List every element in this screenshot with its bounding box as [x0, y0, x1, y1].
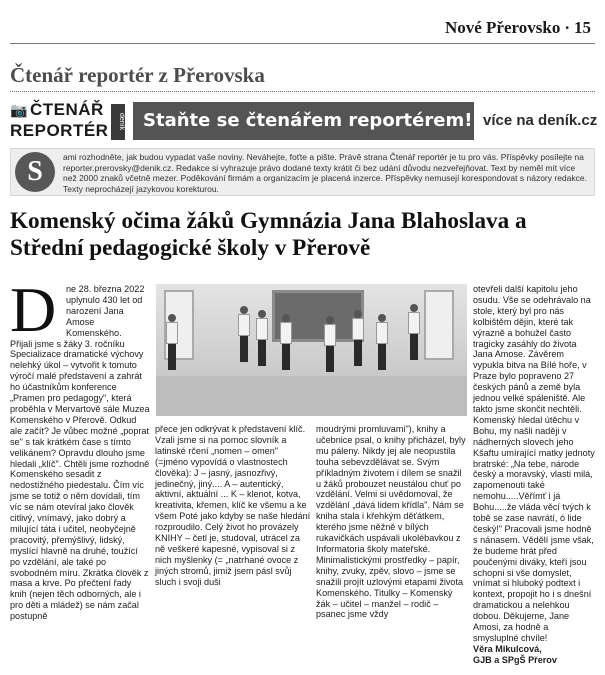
article-column-1: [10, 274, 150, 622]
intro-box: [10, 148, 595, 196]
intro-text: ami rozhodněte, jak budou vypadat vaše noviny. Neváhejte, foťte a pište. Právě strana Čtenář reportér je tu pro vás. Příspěvky posílejte na reporter.prerovsky@denik.cz. Redakce si vyhrazuje právo dodané texty krátit či bez udání důvodu nezveřejňovat. Text by neměl mít více než 2000 znaků včetně mezer. Poděkování firmám a organizacím je placená inzerce. Příspěvky nemusejí korespondovat s názory redakce. Texty neprocházejí jazykovou korekturou.: [63, 152, 587, 195]
photo-performer: [324, 316, 336, 374]
article-lead: ne 28. března 2022 uplynulo 430 let od narození Jana Amose Komenského.: [66, 284, 145, 338]
page-number: 15: [574, 18, 591, 37]
article-column-2: [155, 424, 311, 588]
photo-performer: [280, 314, 292, 372]
section-title: Čtenář reportér z Přerovska: [10, 63, 265, 87]
banner-more-link: více na deník.cz: [483, 112, 598, 129]
section-rule: [10, 91, 595, 92]
photo-performer: [256, 310, 268, 368]
banner-call-to-action: Staňte se čtenářem reportérem!: [133, 102, 474, 140]
article-text-1: Přijali jsme s žáky 3. ročníku Specializace dramatické výchovy nelehký úkol – vytvořit k tomuto výročí malé představení a zahrát ho účastníkům konference „Pramen pro pedagogy", která proběhla v Mervartově sále Muzea Komenského v Přerově. Odkud ale začít? Je vůbec možné „poprat se" s tak krátkém čase s tímto velikánem? Opravdu dlouho jsme hledali „klíč". Chtěli jsme rozhodně Komenského sesadit z nedostižného piedestalu. Čím víc jsme se totiž o něm dovídali, tím víc se nám otevíral jako člověk citlivý, vnímavý, jako dobrý a milující táta i učitel, neobyčejně pracovitý, přemýšlivý, lidský, myslící hlavně na druhé, toužící po vzdělání, ale také po svobodném míru. Zkrátka člověk z masa a krve. Po přečtení řady knih (nejen těch odborných, ale i pro děti a mládež) se nám začal postupně: [10, 338, 150, 622]
publication-name: Nové Přerovsko: [444, 18, 561, 37]
photo-performer: [166, 314, 178, 372]
article-text-3: moudrými promluvami"), knihy a učebnice psal, o knihy přicházel, byly mu páleny. Nikdy jej ale neopustila touha sebevzdělávat se. Svým příkladným životem i dílem se snažil u žáků probouzet neustálou chuť po vzdělání. Velmi si uvědomoval, že vzdělání „dává lidem křídla". Nám se kniha stala i křehkým děťátkem, kterého jsme něžně v bílých rukavičkách uspávali ukolébavkou z Informatoria školy mateřské. Minimalistickými prostředky – papír, knihy, zvuky, zpěv, slovo – jsme se snažili projít uzlovými etapami života Komenského. Titulky – Komenský žák – učitel – manžel – rodič – psanec jsme vždy: [316, 424, 466, 620]
photo-performer: [352, 310, 364, 368]
header-rule: [10, 43, 595, 44]
logo-brand: deník: [111, 104, 125, 140]
photo-window-right: [424, 290, 454, 360]
masthead: [445, 18, 591, 38]
photo-performer: [238, 306, 250, 364]
article-text-4: otevřeli další kapitolu jeho osudu. Vše se odehrávalo na stole, který byl pro nás kolbištěm dějin, které tak výrazně a bohužel často tragicky zasáhly do života Jana Amose. Závěrem vypukla bitva na Bílé hoře, v Praze bylo popraveno 27 českých pánů a země byla jednou velké spáleniště. Ale takto jsme skončit nechtěli. Komenský hledal útěchu v Bohu, my našli naději v nádherných slovech jeho Kšaftu umírající matky jednoty bratrské: „Na tebe, národe český a moravský, vlasti milá, zapomenouti také nemohu.....Věřímť i já Bohu.....že vláda věcí tvých k tobě se zase navrátí, ó lide český!" Pracovali jsme hodně s nánasem. Vědělí jsme však, že budeme hrát před poučenými diváky, kteří jsou schopni si vše domyslet, vnímat si hluboký podtext i kontext, propojit ho i s dnešní dramatickou a nelehkou dobou. Děkujeme, Jane Amosi, za hodně a smysluplné chvíle!: [473, 284, 595, 643]
intro-initial: S: [15, 152, 55, 192]
masthead-separator: ·: [564, 18, 570, 37]
article-text-2: přece jen odkrývat k představení klíč. Vzali jsme si na pomoc slovník a latinské rčení „nomen – omen" (=jméno vypovídá o vlastnostech člověka): J – jasný, jasnozřivý, jedinečný, jiný.... A – autentický, aktivní, aktuální ... K – klenot, kotva, kreativita, křemen, klíč ke všemu a ke všem Poté jako kdyby se naše hledání rozproudilo. Celý život ho provázely KNIHY – četl je, studoval, utrácel za ně veškeré kapesné, vypisoval si z nich myšlenky (= „natrhané ovoce z jiných stromů, jimiž jsem pásl svůj sluch i svoji duši: [155, 424, 311, 587]
logo-line-1: ČTENÁŘ: [30, 100, 104, 119]
article-column-4: [473, 284, 595, 666]
performance-photo: [156, 284, 467, 416]
author-name: Věra Mikulcová,: [473, 643, 542, 654]
drop-cap: D: [10, 274, 57, 345]
camera-icon: 📷: [10, 102, 28, 118]
reporter-logo: [10, 100, 128, 142]
photo-floor: [156, 376, 467, 416]
photo-performer: [376, 314, 388, 372]
photo-performer: [408, 304, 420, 362]
article-column-3: [316, 424, 468, 620]
author-organization: GJB a SPgŠ Přerov: [473, 654, 557, 665]
logo-line-2: REPORTÉR: [10, 121, 109, 140]
article-headline: Komenský očima žáků Gymnázia Jana Blahoslava a Střední pedagogické školy v Přerově: [10, 208, 527, 261]
